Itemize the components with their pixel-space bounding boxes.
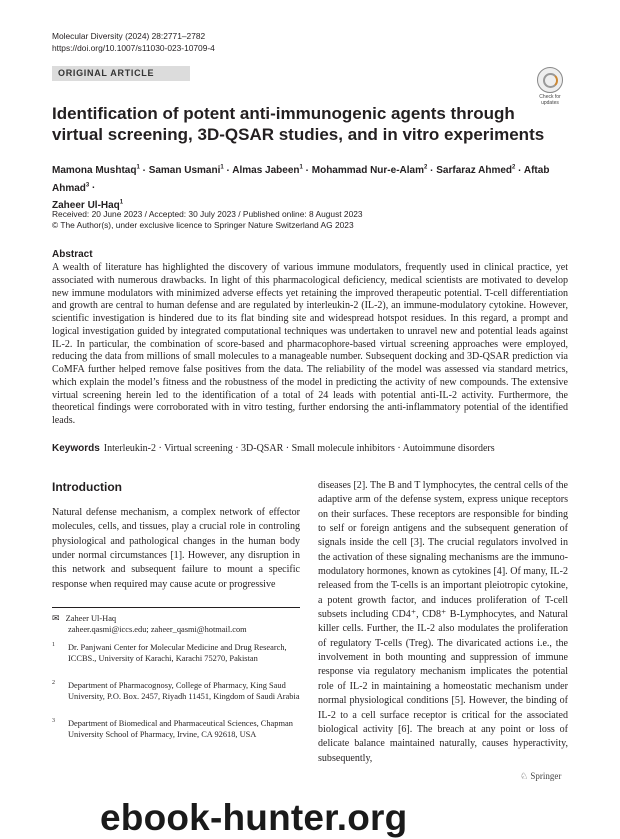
article-title: Identification of potent anti-immunogenic agents through virtual screening, 3D-QSAR studies, and in vitro experiments: [52, 104, 545, 144]
keywords-list: Interleukin-2 · Virtual screening · 3D-QSAR · Small molecule inhibitors · Autoimmune disorders: [103, 443, 495, 454]
springer-horse-icon: ♘: [520, 771, 529, 781]
affiliation: 2 Department of Pharmacognosy, College of Pharmacy, King Saud University, P.O. Box. 2457, Riyadh 11451, Kingdom of Saudi Arabia: [52, 680, 300, 701]
author[interactable]: Sarfaraz Ahmed$^2$: [436, 165, 516, 177]
affiliation: 1 Dr. Panjwani Center for Molecular Medicine and Drug Research, ICCBS., University of Karachi, Karachi 75270, Pakistan: [52, 642, 287, 663]
keywords: [52, 442, 568, 455]
journal-header: [52, 30, 215, 54]
doi-link[interactable]: https://doi.org/10.1007/s11030-023-10709-4: [52, 43, 215, 53]
author[interactable]: Zaheer Ul-Haq$^1$: [52, 199, 124, 211]
author[interactable]: Almas Jabeen$^1$: [232, 165, 303, 177]
author[interactable]: Mohammad Nur-e-Alam$^2$: [311, 165, 428, 177]
journal-citation: Molecular Diversity (2024) 28:2771–2782: [52, 31, 206, 41]
author[interactable]: Aftab Ahmad$^3$: [52, 165, 550, 194]
introduction-left-column: Natural defense mechanism, a complex network of effector molecules, cells, and tissues, play a crucial role in controling physiological and pathological changes in the human body under normal circumstances [1]. However, any disruption in this network and subsequent failure to mount a specific response when required may cause acute or progressive: [52, 507, 300, 590]
corresponding-author-name: Zaheer Ul-Haq: [65, 614, 117, 623]
history-dates: Received: 20 June 2023 / Accepted: 30 July 2023 / Published online: 8 August 2023: [52, 209, 363, 219]
watermark: ebook-hunter.org: [100, 797, 408, 838]
envelope-icon: ✉: [52, 613, 60, 623]
publication-dates: [52, 209, 552, 231]
article-type-badge: ORIGINAL ARTICLE: [52, 66, 190, 81]
introduction-heading: Introduction: [52, 480, 122, 494]
corresponding-author: [52, 613, 300, 635]
copyright-line: © The Author(s), under exclusive licence to Springer Nature Switzerland AG 2023: [52, 220, 354, 230]
author[interactable]: Saman Usmani$^1$: [148, 165, 224, 177]
check-for-updates-button[interactable]: [533, 67, 567, 106]
publisher-name: Springer: [530, 771, 562, 781]
footnote-divider: [52, 607, 300, 608]
affiliation: 3 Department of Biomedical and Pharmaceutical Sciences, Chapman University School of Pharmacy, Irvine, CA 92618, USA: [52, 718, 293, 739]
keywords-label: Keywords: [52, 443, 100, 454]
corresponding-author-email[interactable]: zaheer.qasmi@iccs.edu; zaheer_qasmi@hotmail.com: [68, 625, 247, 634]
check-updates-icon: [537, 67, 563, 93]
abstract-text: A wealth of literature has highlighted the discovery of various immune modulators, frequently used in clinical practice, yet associated with numerous drawbacks. In light of this pharmacological deficiency, medical scientists are motivated to develop new immune modulators with minimized adverse effects yet retaining the improved therapeutic potential. T-cell differentiation and growth are central to human defense and are regulated by interleukin-2 (IL-2), an immune-modulatory cytokine. However, scientific investigation is hindered due to its flat binding site and widespread hotspot residues. In this regard, a prompt and logical investigation guided by integrated computational techniques was undertaken to unravel new and potential leads against IL-2. In particular, the combination of score-based and pharmacophore-based virtual screening approaches were employed, reducing the data from millions of small molecules to a manageable number. Subsequent docking and 3D-QSAR prediction via CoMFA further helped remove false positives from the data. The reliability of the model was assessed via standard metrics, which explain the model’s fitness and the robustness of the model in predicting the activity of new compounds. The extensive virtual screening herein led to the identification of a total of 24 leads with potential anti-IL-2 activity. Furthermore, the theoretical findings were corroborated with in vitro testing, further endorsing the anti-inflammatory potential of the identified leads.: [52, 262, 568, 426]
check-updates-label: Check for updates: [539, 94, 561, 106]
springer-logo: [520, 771, 561, 782]
author-list: Mamona Mushtaq$^1$ · Saman Usmani$^1$ · Almas Jabeen$^1$ · Mohammad Nur-e-Alam$^2$ · Sarfaraz Ahmed$^2$ · Aftab Ahmad$^3$ · Zaheer Ul-Haq$^1$: [52, 165, 550, 211]
introduction-right-column: diseases [2]. The B and T lymphocytes, the central cells of the adaptive arm of the defense system, express unique receptors on their surfaces. These receptors are responsible for binding to self or foreign antigens and the subsequent generation of signals inside the cell [3]. The crucial regulators involved in the activation of these signaling mechanisms are the immuno-modulatory hormones, known as cytokines [4]. Of many, IL-2 released from the T-cells is an important pleiotropic cytokine, a potent growth factor, and induces proliferation of T-cell subsets including CD4⁺, CD8⁺ B-Lymphocytes, and Natural killer cells. Further, the IL-2 also modulates the proliferation of regulatory T-cells (Treg). The divaricated actions i.e., the involvement in both mounting and suppression of immune response via regulatory mechanism implicates the potential role of IL-2 in maintaining a homeostatic mechanism under normal physiological conditions [5]. However, the binding of IL-2 to a cell surface receptor is critical for the associated biological activity [6]. The breach at any point or loss of delicate balance maintained naturally, causes hyperactivity, subsequently,: [318, 480, 568, 764]
abstract-heading: Abstract: [52, 249, 93, 260]
author[interactable]: Mamona Mushtaq$^1$: [52, 165, 140, 177]
